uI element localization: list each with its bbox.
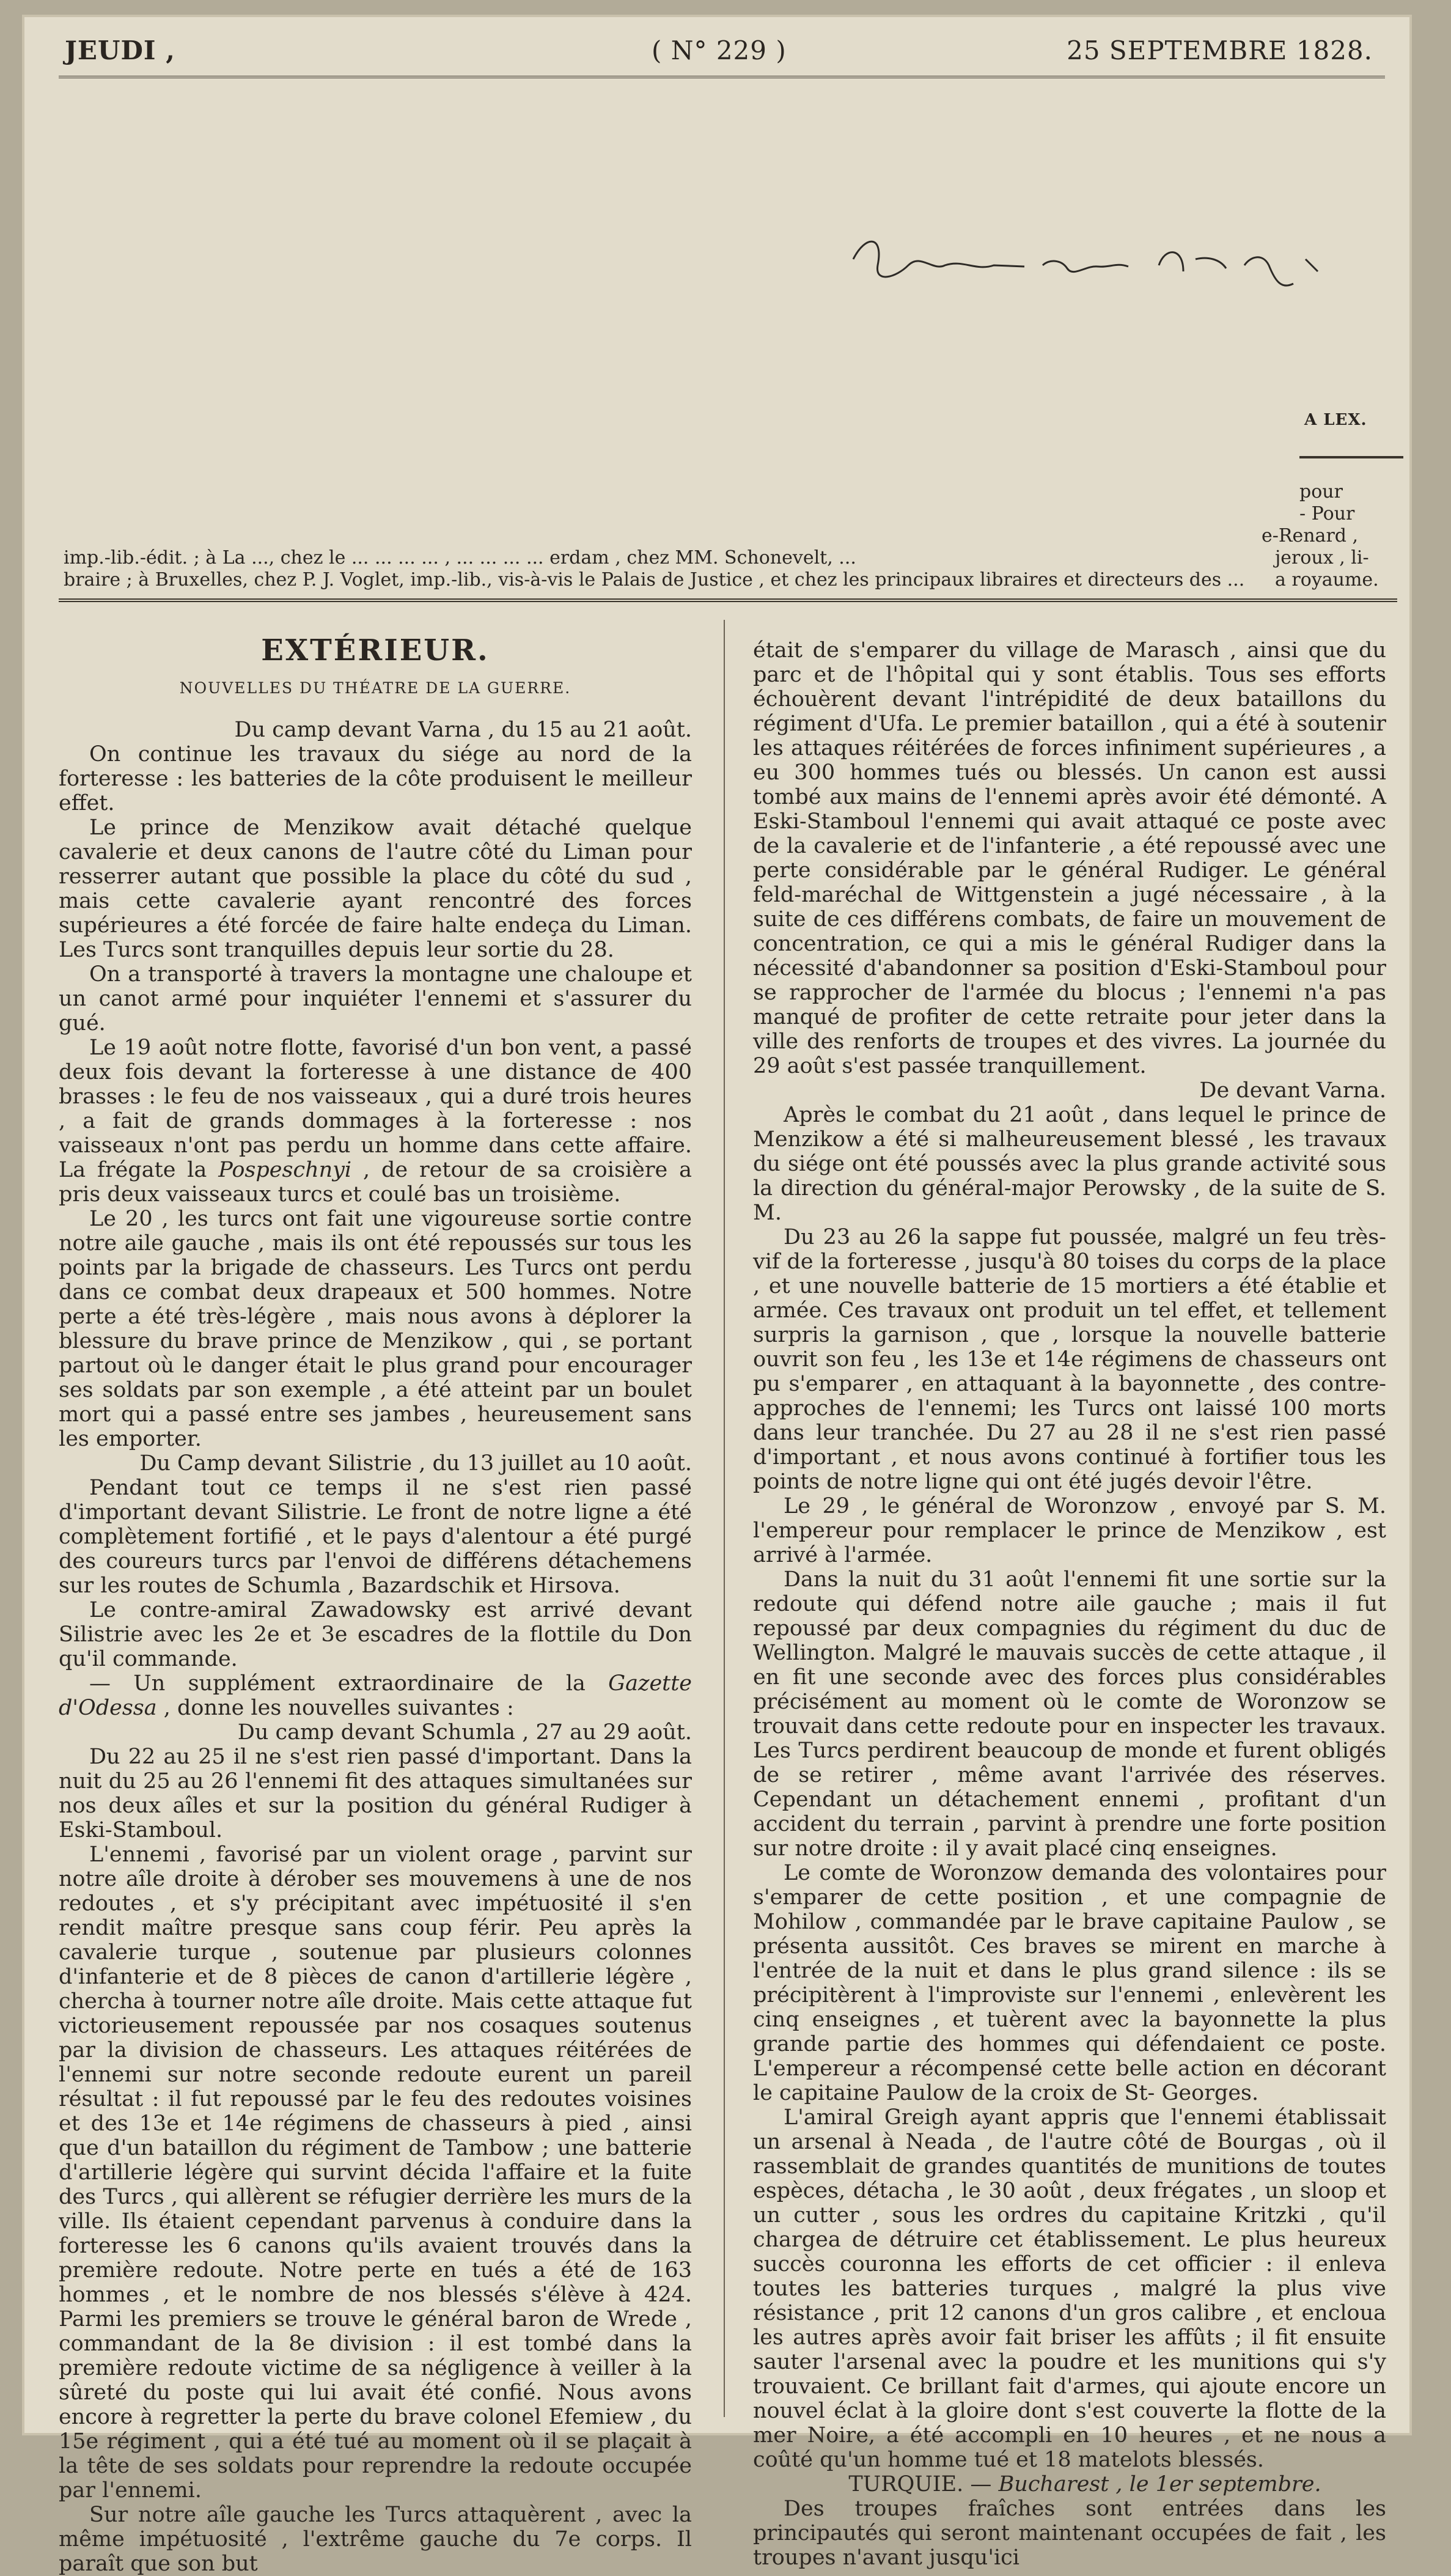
newspaper-page <box>22 15 1412 2576</box>
paragraph: Des troupes fraîches sont entrées dans les principautés qui seront maintenant occupées de fait , les troupes n'avant jusqu'ici <box>753 2497 1386 2570</box>
paragraph: Après le combat du 21 août , dans lequel le prince de Menzikow a été si malheureusement blessé , les travaux du siége ont été poussés avec la plus grande activité sous la direction du général-major Perowsky , de la suite de S. M. <box>753 1103 1386 1225</box>
ship-name: Pospeschnyi <box>218 1158 352 1182</box>
dateline: De devant Varna. <box>1199 1078 1386 1103</box>
paragraph: était de s'emparer du village de Marasch , ainsi que du parc et de l'hôpital qui y sont établis. Tous ses efforts échouèrent devant l'intrépidité de deux bataillons du régiment d'Ufa. Le premier bataillon , qui a été à soutenir les attaques réitérées de forces infiniment supérieures , a eu 300 hommes tués ou blessés. Un canon est aussi tombé aux mains de l'ennemi après avoir été démonté. A Eski-Stamboul l'ennemi qui avait attaqué ce poste avec de la cavalerie et de l'infanterie , a été repoussé avec une perte considérable par le général Rudiger. Le général feld-maréchal de Wittgenstein a jugé nécessaire , à la suite de ces différens combats, de faire un mouvement de concentration, ce qui a mis le général Rudiger dans la nécessité d'abandonner sa position d'Eski-Stamboul pour se rapprocher de l'armée du blocus ; l'ennemi n'a pas manqué de profiter de cette retraite pour jeter dans la ville des renforts de troupes et des vivres. La journée du 29 août s'est passée tranquillement. <box>753 638 1386 1078</box>
paragraph: Le 29 , le général de Woronzow , envoyé par S. M. l'empereur pour remplacer le prince de Menzikow , est arrivé à l'armée. <box>753 1494 1386 1567</box>
text: Le 19 août notre flotte, favorisé d'un bon vent, a passé deux fois devant la forteresse à une distance de 400 brasses : le feu de nos vaisseaux , qui a duré trois heures , a fait de grands dommages à la forteresse : nos vaisseaux n'ont pas perdu un homme dans cette affaire. La frégate la <box>59 1036 692 1182</box>
issue-number: ( N° 229 ) <box>652 35 787 65</box>
text: , de retour de sa croisière a pris deux vaisseaux turcs et coulé bas un troisième. <box>59 1158 692 1207</box>
paragraph: Le prince de Menzikow avait détaché quelque cavalerie et deux canons de l'autre côté du Liman pour resserrer autant que possible la place du côté du sud , mais cette cavalerie ayant rencontré des forces supérieures a été forcée de faire halte endeça du Liman. Les Turcs sont tranquilles depuis leur sortie du 28. <box>59 815 692 962</box>
paragraph: Le comte de Woronzow demanda des volontaires pour s'emparer de cette position , et une compagnie de Mohilow , commandée par le brave capitaine Paulow , se présenta aussitôt. Ces braves se mirent en marche à l'entrée de la nuit et dans le plus grand silence : ils se précipitèrent à l'improviste sur l'ennemi , enlevèrent les cinq enseignes , et tuèrent avec la bayonnette la plus grande partie des hommes qui défendaient ce poste. L'empereur a récompensé cette belle action en décorant le capitaine Paulow de la croix de St- Georges. <box>753 1861 1386 2105</box>
section-subtitle: NOUVELLES DU THÉATRE DE LA GUERRE. <box>179 679 571 697</box>
paragraph: Le contre-amiral Zawadowsky est arrivé devant Silistrie avec les 2e et 3e escadres de la flottile du Don qu'il commande. <box>59 1598 692 1671</box>
subscription-fragment: - Pour <box>1299 503 1355 524</box>
paragraph: L'ennemi , favorisé par un violent orage , parvint sur notre aîle droite à dérober ses mouvemens à une de nos redoutes , et s'y précipitant avec impétuosité il s'en rendit maître presque sans coup férir. Peu après la cavalerie turque , soutenue par plusieurs colonnes d'infanterie et de 8 pièces de canon d'artillerie légère , chercha à tourner notre aîle droite. Mais cette attaque fut victorieusement repoussée par nos cosaques soutenus par la division de chasseurs. Les attaques réitérées de l'ennemi sur notre seconde redoute eurent un pareil résultat : il fut repoussé par le feu des redoutes voisines et des 13e et 14e régimens de chasseurs à pied , ainsi que d'un bataillon du régiment de Tambow ; une batterie d'artillerie légère qui survint décida l'affaire et la fuite des Turcs , qui allèrent se réfugier derrière les murs de la ville. Ils étaient cependant parvenus à conduire dans la forteresse les 6 canons qu'ils avaient trouvés dans la première redoute. Notre perte en tués a été de 163 hommes , et le nombre de nos blessés s'élève à 424. Parmi les premiers se trouve le général baron de Wrede , commandant de la 8e division : il est tombé dans la première redoute victime de sa négligence à veiller à la sûreté du poste qui lui avait été confié. Nous avons encore à regretter la perte du brave colonel Efemiew , du 15e régiment , qui a été tué au moment où il se plaçait à la tête de ses soldats pour reprendre la redoute occupée par l'ennemi. <box>59 1842 692 2503</box>
text: , donne les nouvelles suivantes : <box>156 1696 514 1720</box>
paragraph: Pendant tout ce temps il ne s'est rien passé d'important devant Silistrie. Le front de notre ligne a été complètement fortifié , et le pays d'alentour a été purgé des coureurs turcs par l'envoi de différens détachemens sur les routes de Schumla , Bazardschik et Hirsova. <box>59 1476 692 1598</box>
section-heading-turquie <box>753 2472 1386 2497</box>
paragraph: On continue les travaux du siége au nord de la forteresse : les batteries de la côte produisent le meilleur effet. <box>59 742 692 815</box>
paragraph: On a transporté à travers la montagne une chaloupe et un canot armé pour inquiéter l'ennemi et s'assurer du gué. <box>59 962 692 1036</box>
subscription-fragment: a royaume. <box>1275 569 1379 591</box>
issue-day: JEUDI , <box>65 35 175 65</box>
masthead-rule <box>59 76 1385 78</box>
text: TURQUIE. — <box>848 2472 999 2497</box>
subscription-line: imp.-lib.-édit. ; à La ..., chez le ... ... ... ... , ... ... ... ... erdam , chez MM. Schonevelt, ... <box>64 547 856 569</box>
dateline: Du camp devant Schumla , 27 au 29 août. <box>237 1720 692 1745</box>
dateline: Du camp devant Varna , du 15 au 21 août. <box>234 718 692 742</box>
paragraph <box>59 1036 692 1207</box>
paragraph: Dans la nuit du 31 août l'ennemi fit une sortie sur la redoute qui défend notre aile gauche ; mais il fut repoussé par deux compagnies du régiment du duc de Wellington. Malgré le mauvais succès de cette attaque , il en fit une seconde avec des forces plus considérables précisément au moment où le comte de Woronzow se trouvait dans cette redoute pour en inspecter les travaux. Les Turcs perdirent beaucoup de monde et furent obligés de se retirer , même avant l'arrivée des réserves. Cependant un détachement ennemi , profitant d'un accident du terrain , parvint à prendre une forte position sur notre droite : il y avait placé cinq enseignes. <box>753 1567 1386 1861</box>
issue-date: 25 SEPTEMBRE 1828. <box>1067 35 1373 65</box>
handwritten-signature <box>841 223 1391 308</box>
section-title: EXTÉRIEUR. <box>261 633 490 668</box>
stamp-text: A LEX. <box>1304 411 1367 429</box>
dateline-bucharest: Bucharest , le 1er septembre. <box>998 2472 1321 2497</box>
paragraph: Le 20 , les turcs ont fait une vigoureuse sortie contre notre aile gauche , mais ils ont été repoussés sur tous les points par la brigade de chasseurs. Les Turcs ont perdu dans ce combat deux drapeaux et 500 hommes. Notre perte a été très-légère , mais nous avons à déplorer la blessure du brave prince de Menzikow , qui , se portant partout où le danger était le plus grand pour encourager ses soldats par son exemple , a été atteint par un boulet mort qui a passé entre ses jambes , heureusement sans les emporter. <box>59 1207 692 1451</box>
paragraph: Du 23 au 26 la sappe fut poussée, malgré un feu très-vif de la forteresse , jusqu'à 80 toises du corps de la place , et une nouvelle batterie de 15 mortiers a été établie et armée. Ces travaux ont produit un tel effet, et tellement surpris la garnison , que , lorsque la nouvelle batterie ouvrit son feu , les 13e et 14e régimens de chasseurs ont pu s'emparer , en attaquant à la bayonnette , des contre-approches de l'ennemi; les Turcs ont laissé 100 morts dans leur tranchée. Du 27 au 28 il ne s'est rien passé d'important , et nous avons continué à fortifier tous les points de notre ligne qui ont été jugés devoir l'être. <box>753 1225 1386 1494</box>
paragraph: L'amiral Greigh ayant appris que l'ennemi établissait un arsenal à Neada , de l'autre côté de Bourgas , où il rassemblait de grandes quantités de munitions de toutes espèces, détacha , le 30 août , deux frégates , un sloop et un cutter , sous les ordres du capitaine Kritzki , qu'il chargea de détruire cet établissement. Le plus heureux succès couronna les efforts de cet officier : il enleva toutes les batteries turques , malgré la plus vive résistance , prit 12 canons d'un gros calibre , et encloua les autres après avoir fait briser les affûts ; il fit ensuite sauter l'arsenal avec la poudre et les munitions qui s'y trouvaient. Ce brillant fait d'armes, qui ajoute encore un nouvel éclat à la gloire dont s'est couverte la flotte de la mer Noire, a été accompli en 10 heures , et ne nous a coûté qu'un homme tué et 18 matelots blessés. <box>753 2105 1386 2472</box>
paragraph: Du 22 au 25 il ne s'est rien passé d'important. Dans la nuit du 25 au 26 l'ennemi fit des attaques simultanées sur nos deux aîles et sur la position du général Rudiger à Eski-Stamboul. <box>59 1745 692 1842</box>
gazette-name: Gazette d'Odessa <box>59 1671 692 1720</box>
paragraph: Sur notre aîle gauche les Turcs attaquèrent , avec la même impétuosité , l'extrême gauche du 7e corps. Il paraît que son but <box>59 2503 692 2576</box>
column-left <box>59 633 692 2576</box>
text: — Un supplément extraordinaire de la <box>89 1671 609 1696</box>
subscription-line: braire ; à Bruxelles, chez P. J. Voglet, imp.-lib., vis-à-vis le Palais de Justice , et chez les principaux libraires et directeurs des ... <box>64 569 1245 591</box>
subscription-fragment: e-Renard , <box>1262 525 1359 546</box>
subscription-fragment: jeroux , li- <box>1275 547 1369 569</box>
stamp-rule <box>1299 456 1403 458</box>
subscription-fragment: pour <box>1299 481 1343 502</box>
column-rule <box>724 620 725 2417</box>
masthead <box>65 27 1373 76</box>
column-right <box>753 638 1386 2570</box>
paragraph <box>59 1671 692 1720</box>
dateline: Du Camp devant Silistrie , du 13 juillet au 10 août. <box>139 1451 692 1476</box>
header-divider <box>59 598 1397 602</box>
